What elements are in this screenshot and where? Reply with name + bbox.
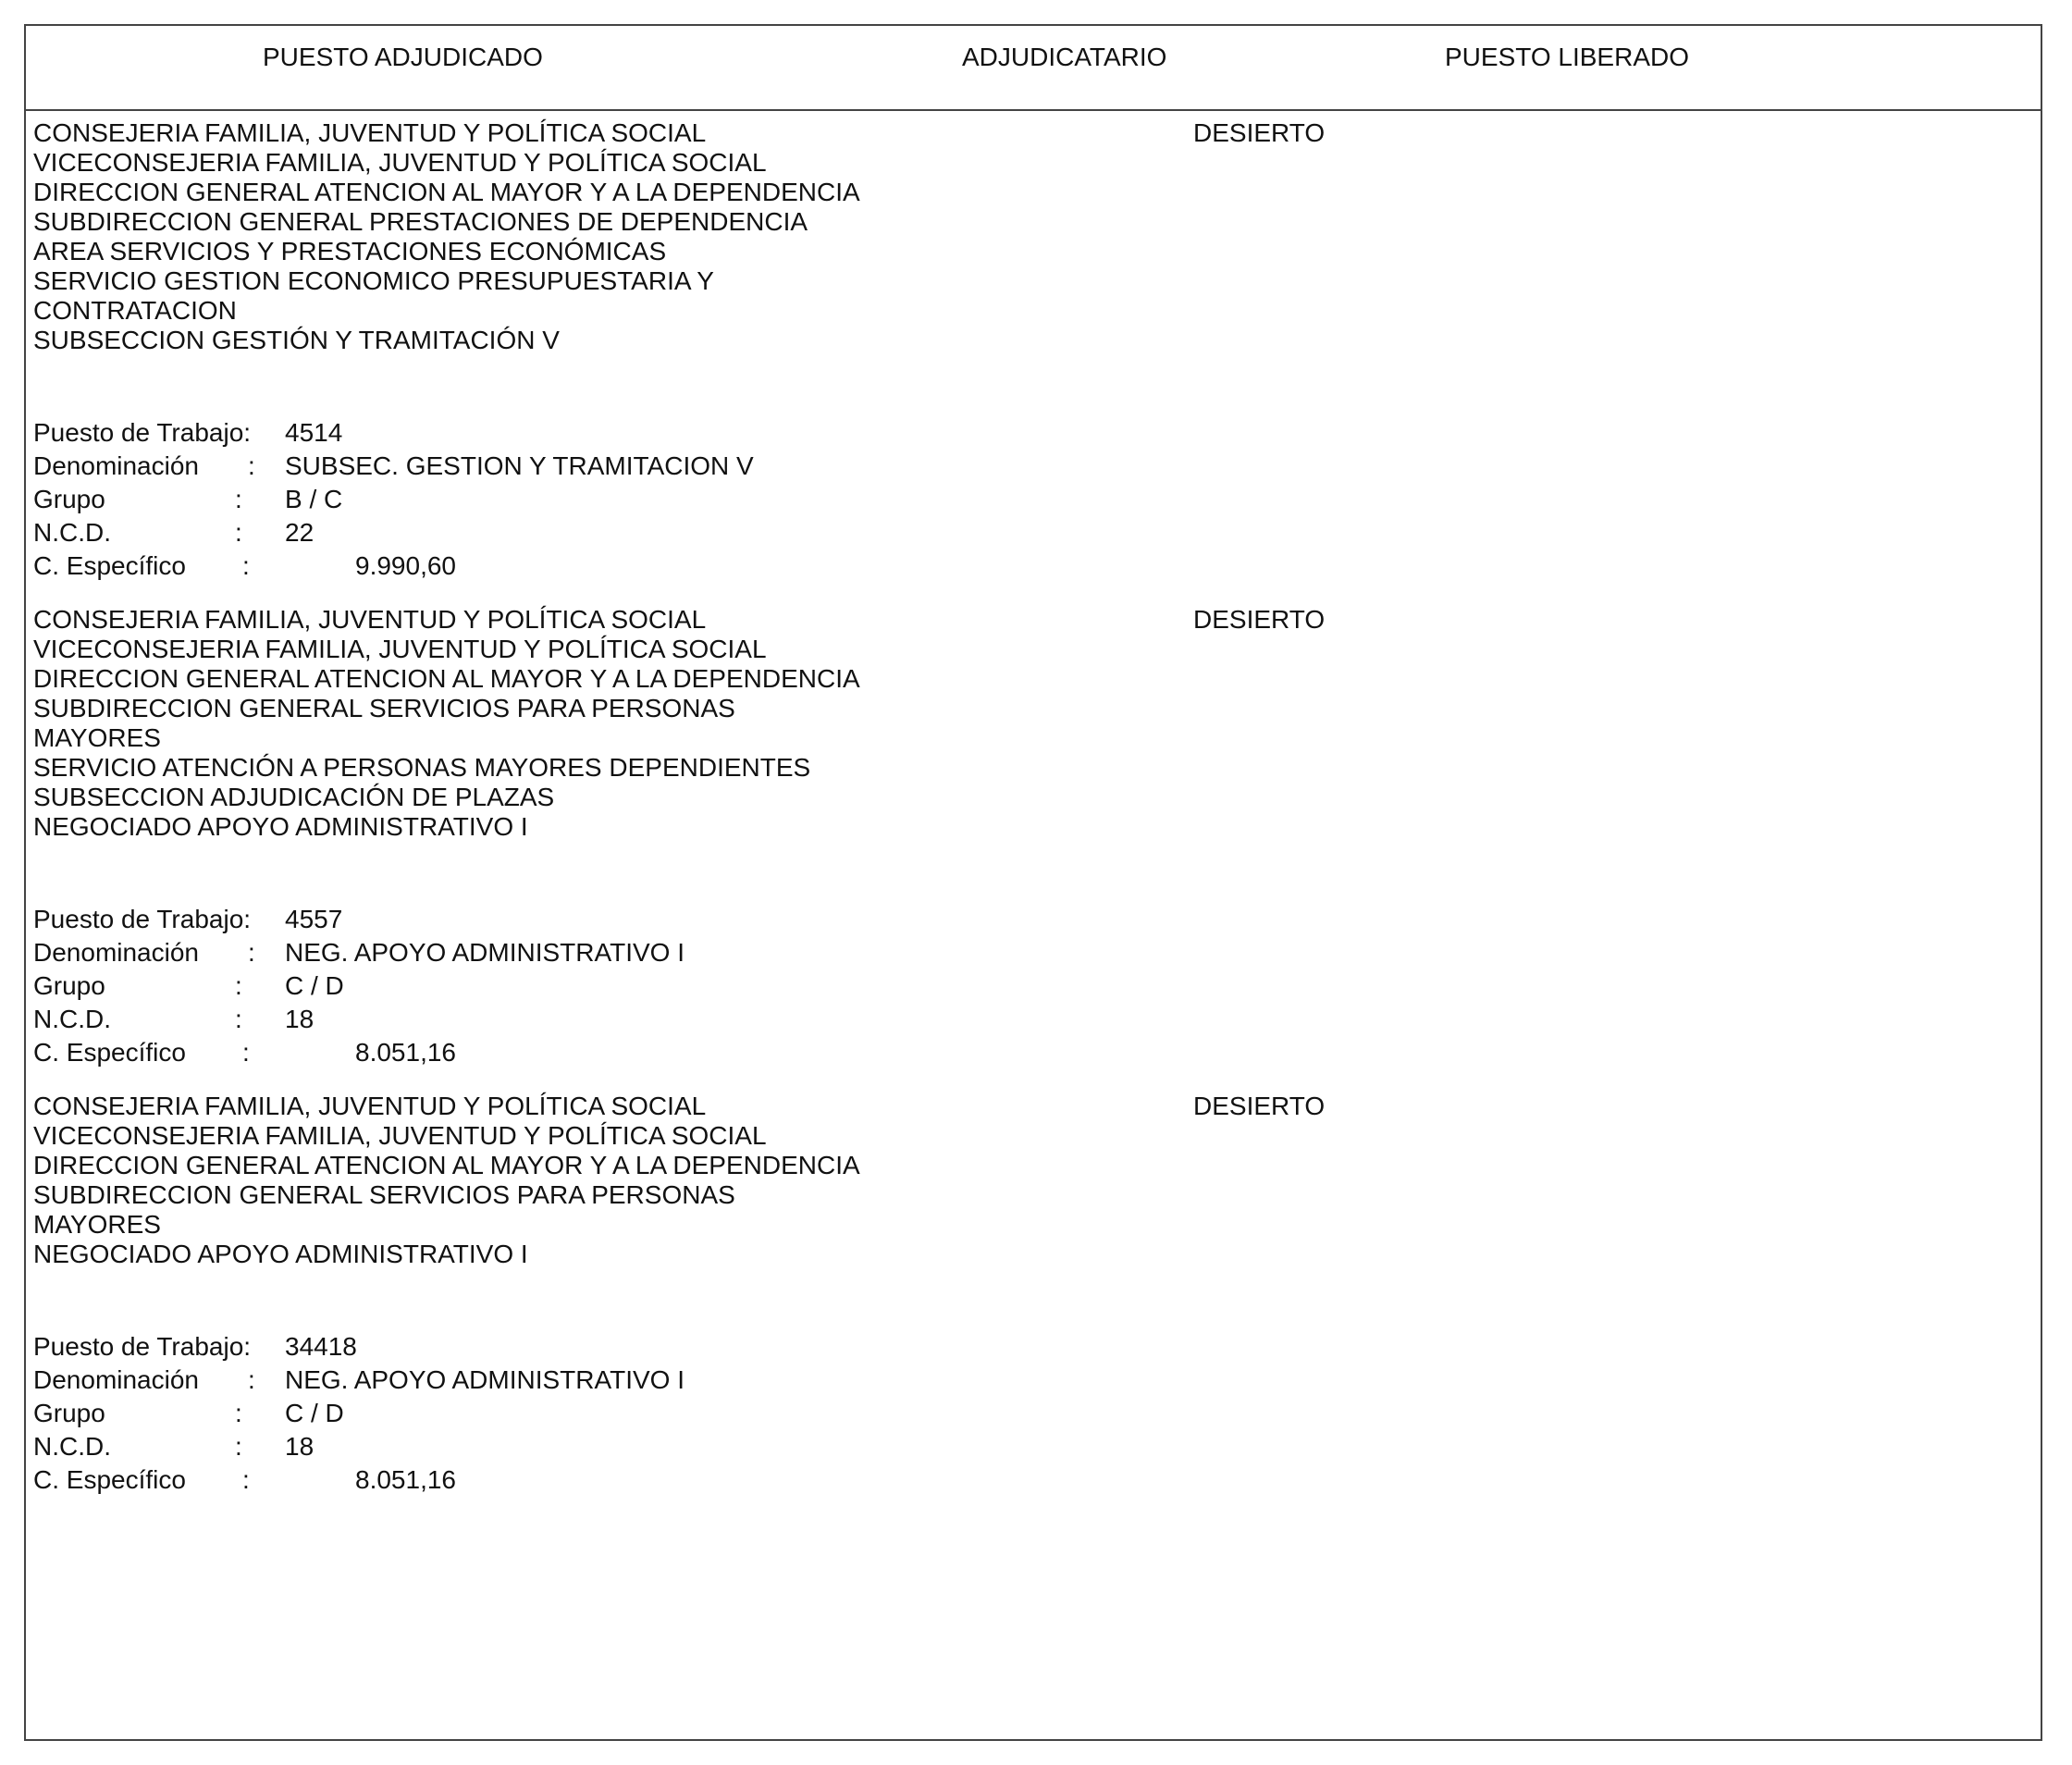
detail-colon: : bbox=[235, 518, 242, 547]
org-line: NEGOCIADO APOYO ADMINISTRATIVO I bbox=[33, 1240, 528, 1268]
detail-label: Puesto de Trabajo: bbox=[33, 418, 252, 447]
detail-colon: : bbox=[235, 1399, 242, 1427]
table-row bbox=[33, 605, 2031, 1067]
header-puesto-adjudicado: PUESTO ADJUDICADO bbox=[263, 43, 543, 71]
org-line: VICECONSEJERIA FAMILIA, JUVENTUD Y POLÍTICA SOCIAL bbox=[33, 635, 767, 663]
detail-label: C. Específico bbox=[33, 551, 186, 580]
adjudicatario-status: DESIERTO bbox=[1193, 1092, 1326, 1120]
org-line: AREA SERVICIOS Y PRESTACIONES ECONÓMICAS bbox=[33, 237, 667, 265]
header-adjudicatario: ADJUDICATARIO bbox=[962, 43, 1167, 71]
detail-colon: : bbox=[235, 485, 242, 513]
detail-colon: : bbox=[248, 1365, 255, 1394]
org-hierarchy bbox=[33, 118, 2031, 355]
org-line: MAYORES bbox=[33, 723, 161, 752]
detail-colon: : bbox=[235, 1432, 242, 1461]
org-line: DIRECCION GENERAL ATENCION AL MAYOR Y A LA DEPENDENCIA bbox=[33, 178, 860, 206]
org-line: CONSEJERIA FAMILIA, JUVENTUD Y POLÍTICA SOCIAL bbox=[33, 1092, 707, 1120]
header-puesto-liberado: PUESTO LIBERADO bbox=[1445, 43, 1690, 71]
table-header bbox=[26, 26, 2041, 111]
detail-label: N.C.D. bbox=[33, 1432, 111, 1461]
org-line: MAYORES bbox=[33, 1210, 161, 1239]
denominacion-value: SUBSEC. GESTION Y TRAMITACION V bbox=[285, 451, 754, 480]
ncd-value: 22 bbox=[285, 518, 314, 547]
org-line: VICECONSEJERIA FAMILIA, JUVENTUD Y POLÍTICA SOCIAL bbox=[33, 148, 767, 177]
org-line: SUBSECCION GESTIÓN Y TRAMITACIÓN V bbox=[33, 326, 560, 354]
org-line: CONSEJERIA FAMILIA, JUVENTUD Y POLÍTICA SOCIAL bbox=[33, 605, 707, 634]
document-table bbox=[24, 24, 2042, 1741]
detail-colon: : bbox=[235, 971, 242, 1000]
adjudicatario-status: DESIERTO bbox=[1193, 605, 1326, 634]
detail-colon: : bbox=[248, 938, 255, 967]
detail-label: Grupo bbox=[33, 485, 105, 513]
grupo-value: C / D bbox=[285, 971, 344, 1000]
org-line: SERVICIO ATENCIÓN A PERSONAS MAYORES DEPENDIENTES bbox=[33, 753, 811, 782]
ncd-value: 18 bbox=[285, 1005, 314, 1033]
grupo-value: C / D bbox=[285, 1399, 344, 1427]
detail-colon: : bbox=[242, 1465, 250, 1494]
ncd-value: 18 bbox=[285, 1432, 314, 1461]
detail-label: Denominación bbox=[33, 1365, 199, 1394]
org-line: SUBDIRECCION GENERAL SERVICIOS PARA PERSONAS bbox=[33, 694, 735, 722]
puesto-value: 4514 bbox=[285, 418, 343, 447]
detail-label: Grupo bbox=[33, 971, 105, 1000]
org-line: DIRECCION GENERAL ATENCION AL MAYOR Y A LA DEPENDENCIA bbox=[33, 1151, 860, 1179]
denominacion-value: NEG. APOYO ADMINISTRATIVO I bbox=[285, 1365, 685, 1394]
detail-colon: : bbox=[235, 1005, 242, 1033]
table-row bbox=[33, 1092, 2031, 1494]
denominacion-value: NEG. APOYO ADMINISTRATIVO I bbox=[285, 938, 685, 967]
detail-label: Denominación bbox=[33, 451, 199, 480]
org-hierarchy bbox=[33, 1092, 2031, 1269]
detail-label: C. Específico bbox=[33, 1038, 186, 1067]
org-line: DIRECCION GENERAL ATENCION AL MAYOR Y A LA DEPENDENCIA bbox=[33, 664, 860, 693]
org-line: VICECONSEJERIA FAMILIA, JUVENTUD Y POLÍTICA SOCIAL bbox=[33, 1121, 767, 1150]
org-hierarchy bbox=[33, 605, 2031, 842]
detail-label: Puesto de Trabajo: bbox=[33, 905, 252, 933]
org-line: CONTRATACION bbox=[33, 296, 237, 325]
especifico-value: 9.990,60 bbox=[355, 551, 456, 580]
especifico-value: 8.051,16 bbox=[355, 1465, 456, 1494]
detail-label: N.C.D. bbox=[33, 1005, 111, 1033]
org-line: SUBDIRECCION GENERAL SERVICIOS PARA PERSONAS bbox=[33, 1180, 735, 1209]
adjudicatario-status: DESIERTO bbox=[1193, 118, 1326, 147]
table-row bbox=[33, 118, 2031, 580]
grupo-value: B / C bbox=[285, 485, 343, 513]
org-line: CONSEJERIA FAMILIA, JUVENTUD Y POLÍTICA SOCIAL bbox=[33, 118, 707, 147]
puesto-value: 4557 bbox=[285, 905, 343, 933]
detail-colon: : bbox=[242, 551, 250, 580]
org-line: NEGOCIADO APOYO ADMINISTRATIVO I bbox=[33, 812, 528, 841]
detail-label: N.C.D. bbox=[33, 518, 111, 547]
detail-label: Grupo bbox=[33, 1399, 105, 1427]
especifico-value: 8.051,16 bbox=[355, 1038, 456, 1067]
org-line: SUBSECCION ADJUDICACIÓN DE PLAZAS bbox=[33, 783, 555, 811]
puesto-value: 34418 bbox=[285, 1332, 357, 1361]
detail-label: Denominación bbox=[33, 938, 199, 967]
detail-label: Puesto de Trabajo: bbox=[33, 1332, 252, 1361]
detail-colon: : bbox=[242, 1038, 250, 1067]
org-line: SUBDIRECCION GENERAL PRESTACIONES DE DEPENDENCIA bbox=[33, 207, 808, 236]
detail-colon: : bbox=[248, 451, 255, 480]
detail-label: C. Específico bbox=[33, 1465, 186, 1494]
org-line: SERVICIO GESTION ECONOMICO PRESUPUESTARIA Y bbox=[33, 266, 714, 295]
